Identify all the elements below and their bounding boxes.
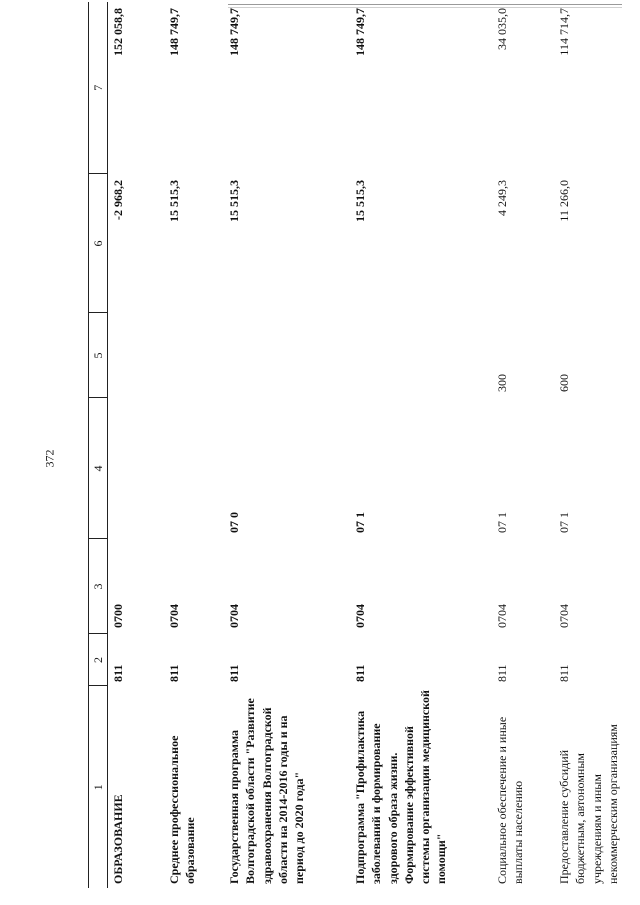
row-expense-type <box>224 313 350 398</box>
row-change-value: 15 515,3 <box>167 180 182 222</box>
row-total-value: 148 749,7 <box>167 8 182 56</box>
row-change-value: 15 515,3 <box>353 180 368 222</box>
row-target-code: 07 1 <box>557 512 572 533</box>
header-cell-5: 5 <box>89 313 108 398</box>
page-number: 372 <box>42 449 57 467</box>
header-cell-2: 2 <box>89 634 108 686</box>
row-total-value: 114 714,7 <box>557 8 572 56</box>
row-ministry-code: 811 <box>353 664 368 682</box>
row-expense-type <box>164 313 224 398</box>
table-row <box>224 2 350 888</box>
table-row <box>350 2 492 888</box>
row-name: Среднее профессиональное образование <box>167 735 198 884</box>
row-expense-type <box>108 313 165 398</box>
row-ministry-code: 811 <box>167 664 182 682</box>
row-expense-type: 600 <box>557 374 572 392</box>
row-section-code: 0704 <box>557 604 572 628</box>
row-total-value: 152 058,8 <box>111 8 126 56</box>
row-target-code: 07 0 <box>227 512 242 533</box>
row-target-code <box>164 398 224 539</box>
header-cell-3: 3 <box>89 539 108 634</box>
row-ministry-code: 811 <box>495 664 510 682</box>
rotated-table-container <box>88 2 623 888</box>
row-expense-type: 300 <box>495 374 510 392</box>
row-section-code: 0704 <box>227 604 242 628</box>
header-cell-6: 6 <box>89 174 108 313</box>
row-change-value: -2 968,2 <box>111 180 126 220</box>
row-total-value: 34 035,0 <box>495 8 510 50</box>
table-row <box>108 2 165 888</box>
row-target-code <box>108 398 165 539</box>
row-name: Государственная программа Волгоградской области "Развитие здравоохранения Волгоградской области на 2014-2016 годы и на период до 2020 года" <box>227 698 306 884</box>
table-row <box>492 2 554 888</box>
row-ministry-code: 811 <box>557 664 572 682</box>
row-name: ОБРАЗОВАНИЕ <box>111 794 126 884</box>
header-cell-4: 4 <box>89 398 108 539</box>
row-section-code: 0700 <box>111 604 126 628</box>
row-target-code: 07 1 <box>353 512 368 533</box>
table-row <box>554 2 628 888</box>
row-section-code: 0704 <box>353 604 368 628</box>
table-row <box>164 2 224 888</box>
row-name: Предоставление субсидий бюджетным, автономным учреждениям и иным некоммерческим организациям <box>557 724 620 884</box>
row-expense-type <box>350 313 492 398</box>
budget-table <box>88 2 628 888</box>
row-change-value: 11 266,0 <box>557 180 572 222</box>
header-cell-7: 7 <box>89 2 108 174</box>
table-header-row <box>89 2 108 888</box>
row-section-code: 0704 <box>167 604 182 628</box>
row-target-code: 07 1 <box>495 512 510 533</box>
row-name: Подпрограмма "Профилактика заболеваний и формирование здорового образа жизни. Формирование эффективной системы организации медицинской помощи" <box>353 690 449 884</box>
row-section-code: 0704 <box>495 604 510 628</box>
row-ministry-code: 811 <box>227 664 242 682</box>
row-change-value: 15 515,3 <box>227 180 242 222</box>
row-total-value: 148 749,7 <box>227 8 242 56</box>
header-cell-1: 1 <box>89 686 108 888</box>
row-ministry-code: 811 <box>111 664 126 682</box>
row-name: Социальное обеспечение и иные выплаты населению <box>495 716 526 884</box>
row-total-value: 148 749,7 <box>353 8 368 56</box>
row-change-value: 4 249,3 <box>495 180 510 216</box>
